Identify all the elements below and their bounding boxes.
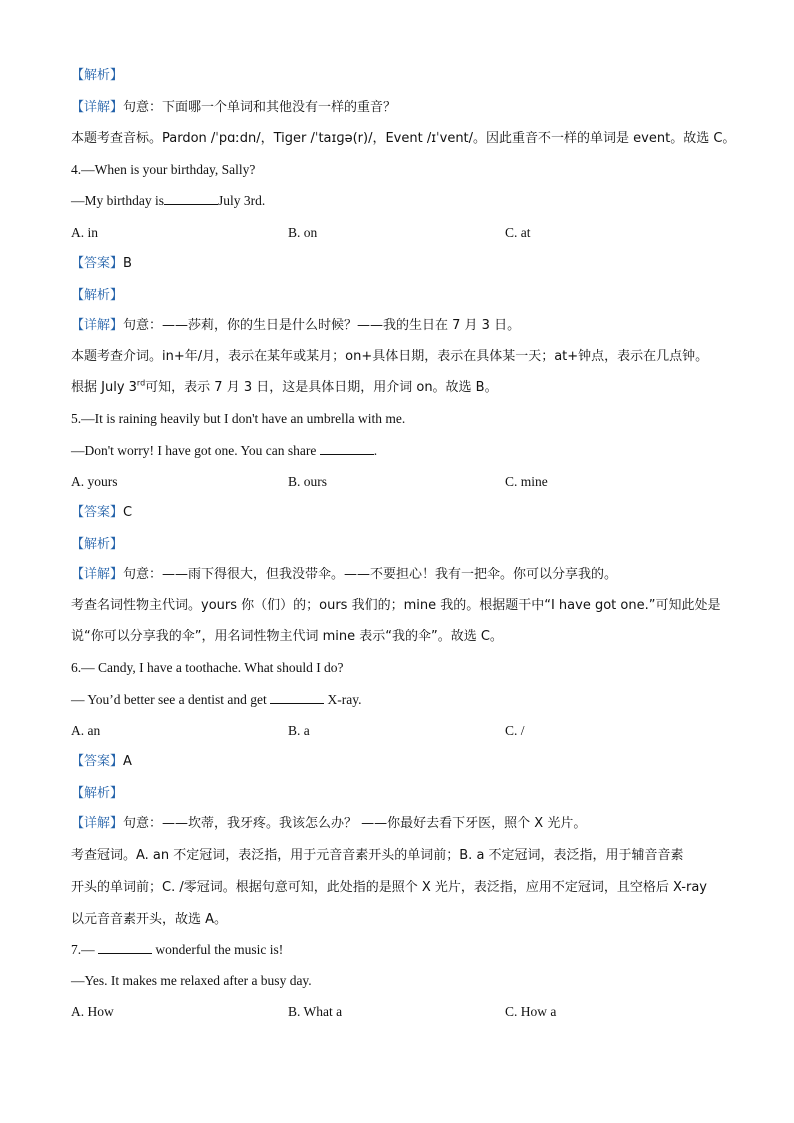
answer-blank	[164, 192, 218, 205]
explain-q4-1: 本题考查介词。in+年/月，表示在某年或某月；on+具体日期，表示在具体某一天；at+钟点，表示在几点钟。	[71, 349, 709, 364]
q6-option-a: A. an	[71, 723, 101, 738]
question-6-line2: — You’d better see a dentist and get X-ray.	[71, 692, 362, 707]
answer-q6: 【答案】A	[71, 754, 132, 769]
analysis-tag-q6: 【解析】	[71, 786, 124, 801]
q4-option-b: B. on	[288, 225, 318, 240]
explain-q3: 本题考查音标。Pardon /ˈpɑːdn/，Tiger /ˈtaɪɡə(r)/，Event /ɪˈvent/。因此重音不一样的单词是 event。故选 C。	[71, 131, 736, 146]
detail-q6: 【详解】句意：——坎蒂，我牙疼。我该怎么办？ ——你最好去看下牙医，照个 X 光片。	[71, 816, 587, 831]
answer-blank	[98, 941, 152, 954]
answer-q4: 【答案】B	[71, 256, 132, 271]
answer-blank	[320, 442, 374, 455]
q5-option-c: C. mine	[505, 474, 548, 489]
question-7-line2: —Yes. It makes me relaxed after a busy day.	[71, 973, 312, 988]
q7-option-a: A. How	[71, 1004, 114, 1019]
detail-q5: 【详解】句意：——雨下得很大，但我没带伞。——不要担心！我有一把伞。你可以分享我的。	[71, 567, 618, 582]
answer-blank	[270, 691, 324, 704]
detail-q3: 【详解】句意：下面哪一个单词和其他没有一样的重音？	[71, 100, 397, 115]
q5-option-a: A. yours	[71, 474, 118, 489]
analysis-tag-q3: 【解析】	[71, 68, 124, 83]
explain-q5-1: 考查名词性物主代词。yours 你（们）的；ours 我们的；mine 我的。根据题干中“I have got one.”可知此处是	[71, 598, 721, 613]
question-4-line2: —My birthday is July 3rd.	[71, 193, 266, 208]
explain-q6-1: 考查冠词。A. an 不定冠词，表泛指，用于元音音素开头的单词前；B. a 不定冠词，表泛指，用于辅音音素	[71, 848, 684, 863]
question-6-stem: 6.— Candy, I have a toothache. What should I do?	[71, 660, 344, 675]
q6-option-b: B. a	[288, 723, 310, 738]
question-5-line2: —Don't worry! I have got one. You can share .	[71, 443, 378, 458]
q7-option-b: B. What a	[288, 1004, 343, 1019]
analysis-tag-q4: 【解析】	[71, 288, 124, 303]
question-4-stem: 4.—When is your birthday, Sally?	[71, 162, 256, 177]
explain-q6-2: 开头的单词前；C. /零冠词。根据句意可知，此处指的是照个 X 光片，表泛指，应用不定冠词，且空格后 X-ray	[71, 880, 707, 895]
answer-q5: 【答案】C	[71, 505, 133, 520]
q4-option-c: C. at	[505, 225, 531, 240]
explain-q5-2: 说“你可以分享我的伞”，用名词性物主代词 mine 表示“我的伞”。故选 C。	[71, 629, 503, 644]
q6-option-c: C. /	[505, 723, 525, 738]
detail-q4: 【详解】句意：——莎莉，你的生日是什么时候？——我的生日在 7 月 3 日。	[71, 318, 521, 333]
question-7-stem: 7.— wonderful the music is!	[71, 942, 284, 957]
q5-option-b: B. ours	[288, 474, 328, 489]
analysis-tag-q5: 【解析】	[71, 537, 124, 552]
question-5-stem: 5.—It is raining heavily but I don't have an umbrella with me.	[71, 411, 406, 426]
q7-option-c: C. How a	[505, 1004, 557, 1019]
explain-q6-3: 以元音音素开头，故选 A。	[71, 912, 228, 927]
explain-q4-2: 根据 July 3rd可知，表示 7 月 3 日，这是具体日期，用介词 on。故选 B。	[71, 378, 498, 395]
q4-option-a: A. in	[71, 225, 98, 240]
